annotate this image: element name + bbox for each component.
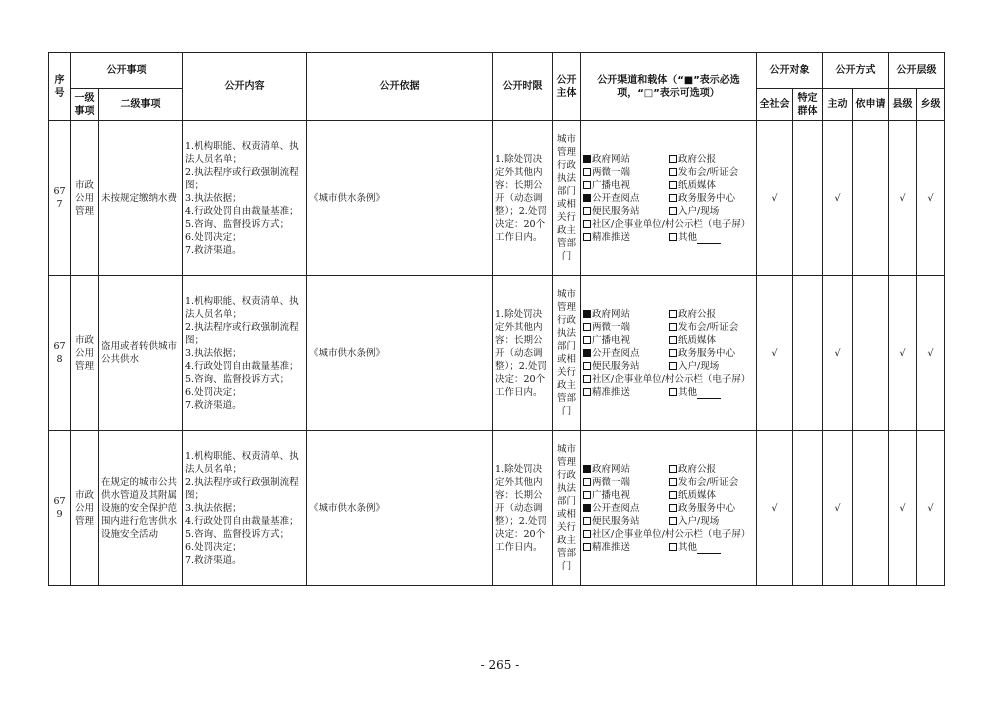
target-group-mark	[793, 276, 823, 431]
method-request-mark	[853, 276, 889, 431]
table-body	[49, 121, 945, 586]
fill-in-blank	[697, 233, 721, 244]
channel-label: 政府公报	[678, 308, 717, 320]
empty-square-icon	[669, 478, 677, 486]
disclosure-table	[48, 52, 945, 586]
channel-item	[583, 347, 669, 360]
channel-item	[583, 321, 669, 334]
disclosure-basis: 《城市供水条例》	[307, 121, 493, 276]
empty-square-icon	[583, 168, 591, 176]
empty-square-icon	[669, 181, 677, 189]
channel-item	[583, 166, 669, 179]
channel-label: 广播电视	[592, 179, 631, 191]
channel-label: 公开查阅点	[592, 347, 640, 359]
empty-square-icon	[583, 323, 591, 331]
method-active-mark: √	[823, 276, 853, 431]
empty-square-icon	[669, 155, 677, 163]
page-number: - 265 -	[480, 658, 520, 672]
channel-item	[583, 153, 669, 166]
channel-item	[669, 515, 753, 528]
channel-item	[583, 515, 669, 528]
content-item: 1.机构职能、权责清单、执法人员名单；	[185, 140, 299, 165]
empty-square-icon	[583, 336, 591, 344]
channel-label: 两微一端	[592, 476, 631, 488]
content-item: 5.咨询、监督投诉方式；	[185, 528, 290, 540]
channel-item	[669, 192, 753, 205]
header-matter: 公开事项	[71, 53, 183, 89]
filled-square-icon	[583, 504, 591, 512]
empty-square-icon	[669, 362, 677, 370]
empty-square-icon	[583, 517, 591, 525]
empty-square-icon	[583, 543, 591, 551]
header-target: 公开对象	[757, 53, 823, 89]
channel-item	[583, 541, 669, 554]
channel-item	[583, 502, 669, 515]
channel-label: 精准推送	[592, 541, 631, 553]
header-time-limit: 公开时限	[493, 53, 553, 121]
table-row	[49, 431, 945, 586]
channel-label: 政务服务中心	[678, 502, 736, 514]
empty-square-icon	[669, 336, 677, 344]
empty-square-icon	[583, 388, 591, 396]
content-item: 6.处罚决定；	[185, 386, 242, 398]
filled-square-icon	[583, 155, 591, 163]
channel-label: 其他	[678, 386, 698, 398]
disclosure-content	[183, 276, 307, 431]
channel-item	[583, 489, 669, 502]
header-basis: 公开依据	[307, 53, 493, 121]
channel-label: 政务服务中心	[678, 347, 736, 359]
channel-item	[583, 528, 753, 541]
header-method: 公开方式	[823, 53, 889, 89]
content-item: 7.救济渠道。	[185, 244, 242, 256]
row-number: 678	[49, 276, 71, 431]
level-township-mark: √	[917, 431, 945, 586]
channel-item	[669, 360, 753, 373]
empty-square-icon	[583, 362, 591, 370]
target-group-mark	[793, 431, 823, 586]
channel-label: 精准推送	[592, 386, 631, 398]
disclosure-channels	[581, 121, 757, 276]
content-item: 5.咨询、监督投诉方式；	[185, 218, 290, 230]
empty-square-icon	[583, 478, 591, 486]
empty-square-icon	[583, 181, 591, 189]
level-county-mark: √	[889, 276, 917, 431]
channel-item	[583, 476, 669, 489]
channel-label: 广播电视	[592, 334, 631, 346]
channel-label: 便民服务站	[592, 205, 640, 217]
disclosure-basis: 《城市供水条例》	[307, 276, 493, 431]
content-item: 4.行政处罚自由裁量基准；	[185, 205, 299, 217]
channel-label: 便民服务站	[592, 360, 640, 372]
header-level-township: 乡级	[917, 89, 945, 121]
empty-square-icon	[583, 220, 591, 228]
channel-item	[669, 308, 753, 321]
content-item: 2.执法程序或行政强制流程图；	[185, 321, 299, 346]
target-all-mark: √	[757, 276, 793, 431]
content-item: 6.处罚决定；	[185, 231, 242, 243]
level2-matter: 盗用或者转供城市公共供水	[99, 276, 183, 431]
content-item: 2.执法程序或行政强制流程图；	[185, 476, 299, 501]
channel-label: 政府网站	[592, 153, 631, 165]
channel-item	[583, 205, 669, 218]
channel-label: 发布会/听证会	[678, 321, 739, 333]
fill-in-blank	[697, 388, 721, 399]
header-no: 序号	[49, 53, 71, 121]
content-item: 5.咨询、监督投诉方式；	[185, 373, 290, 385]
filled-square-icon	[583, 310, 591, 318]
content-list	[185, 295, 304, 412]
content-item: 3.执法依据；	[185, 502, 242, 514]
empty-square-icon	[669, 504, 677, 512]
empty-square-icon	[583, 233, 591, 241]
content-item: 6.处罚决定；	[185, 541, 242, 553]
content-item: 4.行政处罚自由裁量基准；	[185, 360, 299, 372]
header-method-active: 主动	[823, 89, 853, 121]
channel-item	[669, 153, 753, 166]
channel-label: 广播电视	[592, 489, 631, 501]
channel-grid	[583, 463, 754, 554]
method-active-mark: √	[823, 431, 853, 586]
channel-item	[669, 179, 753, 192]
channel-label: 发布会/听证会	[678, 166, 739, 178]
channel-item	[583, 373, 753, 386]
content-item: 3.执法依据；	[185, 192, 242, 204]
channel-label: 纸质媒体	[678, 489, 717, 501]
header-target-all: 全社会	[757, 89, 793, 121]
fill-in-blank	[697, 543, 721, 554]
header-target-group: 特定群体	[793, 89, 823, 121]
channel-label: 政府公报	[678, 153, 717, 165]
method-active-mark: √	[823, 121, 853, 276]
header-method-request: 依申请	[853, 89, 889, 121]
channel-label: 纸质媒体	[678, 179, 717, 191]
channel-label: 两微一端	[592, 321, 631, 333]
disclosure-subject: 城市管理行政执法部门或相关行政主管部门	[553, 431, 581, 586]
empty-square-icon	[669, 491, 677, 499]
disclosure-channels	[581, 276, 757, 431]
channel-label: 精准推送	[592, 231, 631, 243]
disclosure-subject: 城市管理行政执法部门或相关行政主管部门	[553, 276, 581, 431]
channel-label: 两微一端	[592, 166, 631, 178]
method-request-mark	[853, 431, 889, 586]
header-subject: 公开主体	[553, 53, 581, 121]
filled-square-icon	[583, 465, 591, 473]
channel-label: 社区/企事业单位/村公示栏（电子屏）	[592, 528, 751, 540]
header-level-county: 县级	[889, 89, 917, 121]
channel-label: 入户/现场	[678, 205, 720, 217]
channel-label: 发布会/听证会	[678, 476, 739, 488]
channel-label: 社区/企事业单位/村公示栏（电子屏）	[592, 373, 751, 385]
channel-label: 政府公报	[678, 463, 717, 475]
level-county-mark: √	[889, 121, 917, 276]
table-row	[49, 121, 945, 276]
empty-square-icon	[669, 349, 677, 357]
channel-item	[583, 360, 669, 373]
content-item: 1.机构职能、权责清单、执法人员名单；	[185, 295, 299, 320]
target-group-mark	[793, 121, 823, 276]
channel-grid	[583, 308, 754, 399]
channel-label: 便民服务站	[592, 515, 640, 527]
channel-item	[669, 334, 753, 347]
channel-item	[669, 476, 753, 489]
channel-item	[669, 502, 753, 515]
level-township-mark: √	[917, 276, 945, 431]
level1-matter: 市政公用管理	[71, 121, 99, 276]
empty-square-icon	[583, 491, 591, 499]
disclosure-content	[183, 431, 307, 586]
content-item: 7.救济渠道。	[185, 554, 242, 566]
filled-square-icon	[583, 349, 591, 357]
time-limit: 1.除处罚决定外其他内容：长期公开（动态调整）；2.处罚决定：20个工作日内。	[493, 121, 553, 276]
empty-square-icon	[669, 194, 677, 202]
content-list	[185, 140, 304, 257]
header-level2: 二级事项	[99, 89, 183, 121]
empty-square-icon	[669, 207, 677, 215]
level-township-mark: √	[917, 121, 945, 276]
channel-item	[669, 347, 753, 360]
empty-square-icon	[669, 517, 677, 525]
disclosure-content	[183, 121, 307, 276]
channel-label: 公开查阅点	[592, 192, 640, 204]
channel-label: 公开查阅点	[592, 502, 640, 514]
channel-item	[583, 192, 669, 205]
channel-label: 入户/现场	[678, 515, 720, 527]
content-item: 2.执法程序或行政强制流程图；	[185, 166, 299, 191]
level2-matter: 在规定的城市公共供水管道及其附属设施的安全保护范围内进行危害供水设施安全活动	[99, 431, 183, 586]
disclosure-basis: 《城市供水条例》	[307, 431, 493, 586]
target-all-mark: √	[757, 121, 793, 276]
empty-square-icon	[669, 323, 677, 331]
channel-item	[583, 218, 753, 231]
empty-square-icon	[583, 530, 591, 538]
header-channel: 公开渠道和载体（“■”表示必选项，“□”表示可选项）	[581, 53, 757, 121]
empty-square-icon	[669, 310, 677, 318]
content-item: 7.救济渠道。	[185, 399, 242, 411]
empty-square-icon	[583, 375, 591, 383]
disclosure-subject: 城市管理行政执法部门或相关行政主管部门	[553, 121, 581, 276]
table-row	[49, 276, 945, 431]
time-limit: 1.除处罚决定外其他内容：长期公开（动态调整）；2.处罚决定：20个工作日内。	[493, 276, 553, 431]
content-list	[185, 450, 304, 567]
header-level1: 一级事项	[71, 89, 99, 121]
content-item: 3.执法依据；	[185, 347, 242, 359]
empty-square-icon	[669, 543, 677, 551]
channel-item	[669, 489, 753, 502]
channel-item	[583, 386, 669, 399]
channel-item	[583, 179, 669, 192]
channel-item	[669, 463, 753, 476]
method-request-mark	[853, 121, 889, 276]
level1-matter: 市政公用管理	[71, 431, 99, 586]
channel-label: 其他	[678, 541, 698, 553]
channel-label: 政府网站	[592, 308, 631, 320]
time-limit: 1.除处罚决定外其他内容：长期公开（动态调整）；2.处罚决定：20个工作日内。	[493, 431, 553, 586]
row-number: 679	[49, 431, 71, 586]
channel-label: 政府网站	[592, 463, 631, 475]
channel-label: 纸质媒体	[678, 334, 717, 346]
channel-item	[669, 386, 753, 399]
channel-label: 入户/现场	[678, 360, 720, 372]
channel-label: 其他	[678, 231, 698, 243]
row-number: 677	[49, 121, 71, 276]
level-county-mark: √	[889, 431, 917, 586]
empty-square-icon	[669, 233, 677, 241]
header-level: 公开层级	[889, 53, 945, 89]
disclosure-table-wrapper	[48, 52, 945, 586]
channel-item	[583, 334, 669, 347]
content-item: 4.行政处罚自由裁量基准；	[185, 515, 299, 527]
channel-item	[583, 231, 669, 244]
channel-grid	[583, 153, 754, 244]
level2-matter: 未按规定缴纳水费	[99, 121, 183, 276]
empty-square-icon	[583, 207, 591, 215]
disclosure-channels	[581, 431, 757, 586]
channel-item	[669, 321, 753, 334]
channel-item	[583, 463, 669, 476]
empty-square-icon	[669, 388, 677, 396]
channel-label: 政务服务中心	[678, 192, 736, 204]
channel-label: 社区/企事业单位/村公示栏（电子屏）	[592, 218, 751, 230]
level1-matter: 市政公用管理	[71, 276, 99, 431]
content-item: 1.机构职能、权责清单、执法人员名单；	[185, 450, 299, 475]
header-content: 公开内容	[183, 53, 307, 121]
channel-item	[669, 166, 753, 179]
empty-square-icon	[669, 168, 677, 176]
channel-item	[669, 231, 753, 244]
filled-square-icon	[583, 194, 591, 202]
channel-item	[583, 308, 669, 321]
target-all-mark: √	[757, 431, 793, 586]
channel-item	[669, 541, 753, 554]
channel-item	[669, 205, 753, 218]
empty-square-icon	[669, 465, 677, 473]
